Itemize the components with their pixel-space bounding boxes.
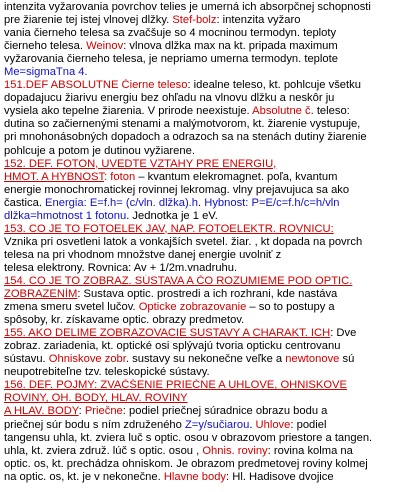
formula-text: dĺžka=hmotnost 1 fotonu [4,209,127,222]
text-line [4,223,415,236]
highlighted-term: HMOT. A HYBNOST [4,170,105,183]
body-text: zobraz. zariadenia, kt. optické osi splývajú tvoria opticku centrovanu [4,340,341,353]
highlighted-term: A HLAV. BODY [4,405,79,418]
body-text: : rovina kolma na [267,444,353,457]
text-line [4,66,415,79]
body-text: : [78,405,85,418]
body-text: tangensu uhla, kt. zviera luč s optic. osou v obrazovom priestore a tangen. [4,431,373,444]
highlighted-term: Uhlove [255,418,291,431]
body-text: . Jednotka je 1 eV. [126,209,218,222]
text-line [4,1,415,14]
body-text: neupotrebiteľne tzv. teleskopické sústavy. [4,366,210,379]
highlighted-term: Ohniskove zobr [48,353,126,366]
body-text: častica. [4,196,46,209]
formula-text: Hybnost: P=E/c=f.h/c=h/vln [204,196,340,209]
body-text: . sustavy su nekonečne veľke a [125,353,286,366]
text-line [4,158,415,171]
body-text: : intenzita vyžaro [216,14,301,27]
highlighted-term: 152. DEF. FOTON, UVEDTE VZTAHY PRE ENERGIU, [4,157,277,170]
body-text: na optic. os, kt. je v nekonečne. [4,470,164,483]
text-line [4,340,415,353]
document-body [4,1,415,484]
body-text: . [249,418,256,431]
body-text: spôsoby, kr. získavame optic. obrazy predmetov. [4,314,245,327]
text-line [4,27,415,40]
text-line [4,14,415,27]
body-text: sú [339,353,355,366]
body-text: : Sustava optic. prostredi a ich rozhrani, kde nastáva [77,288,338,301]
text-line [4,445,415,458]
body-text: . teleso: [310,105,350,118]
text-line [4,405,415,418]
highlighted-term: Absolutne č [252,105,311,118]
highlighted-term: Weinov [86,40,124,53]
body-text: zmena smeru svetel lučov. [4,301,139,314]
highlighted-term: Ohnis. roviny [202,444,268,457]
highlighted-term: 156. DEF. POJMY: ZVAČŠENIE PRIEČNE A UHLOVE, OHNISKOVE [4,379,347,392]
highlighted-term: Stef-bolz [172,14,217,27]
highlighted-term: 154. CO JE TO ZOBRAZ. SÚSTAVA A ČO ROZUMIEME POD OPTIC. [4,274,353,287]
highlighted-term: ROVINY, OH. BODY, HLAV. ROVINY [4,392,188,405]
text-line [4,419,415,432]
text-line [4,379,415,392]
body-text: vyžarovania čierneho telesa, je nepriamo umerna termodyn. teplote [4,53,338,66]
body-text: – so to postupy a [246,301,335,314]
body-text: : vlnova dĺžka max na kt. pripada maximum [123,40,338,53]
body-text: čierneho telesa. [4,40,87,53]
body-text: pri mnohonásobných dopadoch a odrazoch sa na stenách dutiny žiarenie [4,131,367,144]
text-line [4,249,415,262]
text-line [4,210,415,223]
text-line [4,432,415,445]
body-text: intenzita vyžarovania povrchov telies je umerná ich absorpčnej schopnosti [4,1,371,13]
text-line [4,353,415,366]
text-line [4,275,415,288]
text-line [4,118,415,131]
text-line [4,131,415,144]
body-text: priečnej súr bodu s ním združeného [4,418,185,431]
highlighted-term: 151.DEF ABSOLUTNE Čierne teleso [4,79,188,92]
body-text: : podiel [290,418,327,431]
text-line [4,171,415,184]
formula-text: Me=sigmaTna 4. [4,66,88,79]
text-line [4,314,415,327]
body-text: . [198,196,205,209]
text-line [4,197,415,210]
highlighted-term: ZOBRAZENÍM [4,288,78,301]
highlighted-term: Hlavne body [163,470,227,483]
highlighted-term: newtonove [285,353,340,366]
body-text: sústavu. [4,353,49,366]
formula-text: Energia: E=f.h= (c/vln. dlžka).h [45,196,199,209]
text-line [4,288,415,301]
text-line [4,92,415,105]
text-line [4,301,415,314]
text-line [4,53,415,66]
body-text: : idealne teleso, kt. pohlcuje všetku [187,79,361,92]
body-text: dutina so začiernenými stenami a malýmotvorom, kt. žiarenie vystupuje, [4,118,361,131]
highlighted-term: 153. CO JE TO FOTOELEK JAV, NAP. FOTOELEKTR. ROVNICU: [4,222,334,235]
text-line [4,40,415,53]
text-line [4,458,415,471]
body-text: energie monochromatickej rovinnej lekromag. vlny prejavujuca sa ako [4,183,350,196]
formula-text: Z=y/sučiarou [184,418,250,431]
text-line [4,327,415,340]
text-line [4,471,415,484]
body-text: Vznika pri osvetleni latok a vonkajších svetel. žiar. , kt dopada na povrch [4,235,363,248]
body-text: : Dve [330,327,357,340]
body-text: telesa elektrony. Rovnica: Av + 1/2m.vnadruhu. [4,261,238,274]
text-line [4,392,415,405]
body-text: pohlcuje a potom je dutinou vyžiarene. [4,144,195,157]
body-text: pre žiarenie tej istej vlnovej dĺžky. [4,14,173,27]
text-line [4,366,415,379]
body-text: – kvantum elekromagnet. poľa, kvantum [138,170,338,183]
body-text: optic. os, kt. prechádza ohniskom. Je obrazom predmetovej roviny kolmej [4,457,368,470]
text-line [4,145,415,158]
body-text: vysiela ako tepelne žiarenia. V prirode neexistuje. [4,105,253,118]
body-text: vania čierneho telesa sa zvačšuje so 4 mocninou termodyn. teploty [4,27,337,40]
body-text: : podiel priečnej súradnice obrazu bodu a [122,405,328,418]
body-text: dopadajucu žiarivu energiu bez ohľadu na vlnovu dĺžku a neskôr ju [4,92,335,105]
body-text: : Hl. Hadisove dvojice [226,470,334,483]
body-text: telesa na pri vhodnom množstve danej energie uvolniť z [4,248,282,261]
text-line [4,79,415,92]
highlighted-term: : foton [104,170,139,183]
highlighted-term: Opticke zobrazovanie [138,301,247,314]
highlighted-term: Priečne [84,405,123,418]
highlighted-term: 155. AKO DELIME ZOBRAZOVACIE SUSTAVY A CHARAKT. ICH [4,327,331,340]
text-line [4,105,415,118]
text-line [4,184,415,197]
body-text: uhla, kt. zviera združ. lúč s optic. osou , [4,444,203,457]
text-line [4,262,415,275]
text-line [4,236,415,249]
